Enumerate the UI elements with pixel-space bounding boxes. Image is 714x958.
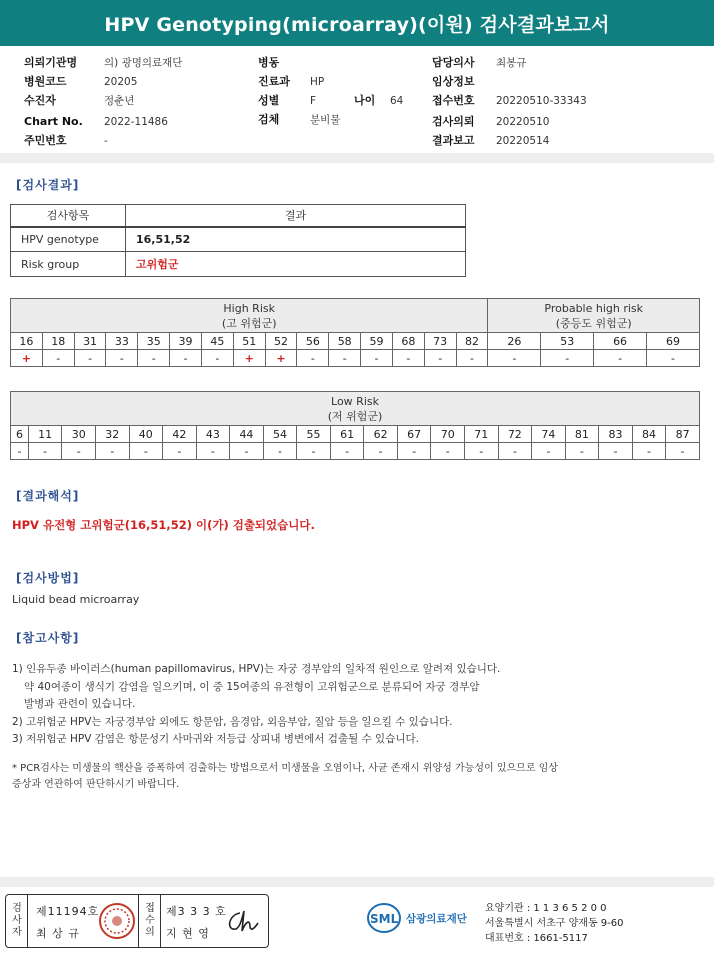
genotype-result-cell: - <box>74 350 106 367</box>
result-row <box>11 350 700 367</box>
genotype-cell: 71 <box>465 426 499 443</box>
info-value: 2022-11486 <box>104 116 168 128</box>
info-label: 나이 <box>354 94 376 107</box>
note-line: 약 40여종이 생식기 감염을 일으키며, 이 중 15여종의 유전형이 고위험군으로 분류되어 자궁 경부암 <box>24 680 480 693</box>
note-line: 3) 저위험군 HPV 감염은 항문성기 사마귀와 저등급 상피내 병변에서 검출될 수 있습니다. <box>12 733 419 745</box>
genotype-result-cell: - <box>424 350 456 367</box>
info-value: - <box>104 135 108 147</box>
genotype-result-cell: - <box>95 443 129 460</box>
genotype-cell: 52 <box>265 333 297 350</box>
genotype-result-cell: - <box>230 443 264 460</box>
info-label: 수진자 <box>24 94 56 107</box>
genotype-result-cell: - <box>632 443 666 460</box>
genotype-cell: 72 <box>498 426 532 443</box>
genotype-result-cell: - <box>565 443 599 460</box>
info-label: 임상정보 <box>432 75 475 88</box>
method-text: Liquid bead microarray <box>12 593 140 606</box>
genotype-result-cell: - <box>498 443 532 460</box>
genotype-cell: 84 <box>632 426 666 443</box>
genotype-cell: 44 <box>230 426 264 443</box>
genotype-cell: 70 <box>431 426 465 443</box>
genotype-cell: 32 <box>95 426 129 443</box>
info-value: 정춘년 <box>104 95 135 107</box>
info-label: 검사의뢰 <box>432 115 475 128</box>
genotype-cell: 40 <box>129 426 163 443</box>
examiner-license: 제11194호 <box>36 905 100 918</box>
high-risk-table <box>10 298 700 367</box>
receiver-name: 지 현 영 <box>166 927 210 940</box>
genotype-cell: 42 <box>163 426 197 443</box>
sml-logo <box>366 902 467 934</box>
genotype-cell: 35 <box>138 333 170 350</box>
genotype-result-cell: - <box>196 443 230 460</box>
genotype-cell: 62 <box>364 426 398 443</box>
sml-logo-icon <box>366 902 402 934</box>
genotype-result-cell: - <box>28 443 62 460</box>
genotype-cell: 43 <box>196 426 230 443</box>
section-heading-method: [검사방법] <box>16 571 80 585</box>
contact-line: 대표번호 : 1661-5117 <box>485 933 588 944</box>
risk-group-cell: 고위험군 <box>126 252 466 277</box>
divider <box>0 153 714 163</box>
seal-stamp-icon <box>98 901 136 941</box>
genotype-cell: 81 <box>565 426 599 443</box>
genotype-result-cell: - <box>330 443 364 460</box>
info-label: 주민번호 <box>24 134 67 147</box>
genotype-row <box>11 333 700 350</box>
contact-line: 서울특별시 서초구 양재동 9-60 <box>485 918 624 929</box>
info-label: 병동 <box>258 56 280 69</box>
item-cell: Risk group <box>11 252 126 277</box>
probable-risk-subtitle: (중등도 위험군) <box>555 316 632 330</box>
genotype-cell: 18 <box>42 333 74 350</box>
genotype-result-cell: - <box>263 443 297 460</box>
receiver-license: 제3 3 3 호 <box>166 905 227 918</box>
reference-notes <box>12 661 702 749</box>
note-line: 발병과 관련이 있습니다. <box>24 698 136 710</box>
genotype-cell: 73 <box>424 333 456 350</box>
low-risk-title: Low Risk <box>331 394 379 408</box>
info-label: 접수번호 <box>432 94 475 107</box>
genotype-cell: 61 <box>330 426 364 443</box>
genotype-cell: 87 <box>666 426 700 443</box>
genotype-cell: 6 <box>11 426 29 443</box>
info-value: 분비물 <box>310 114 341 126</box>
genotype-cell: 74 <box>532 426 566 443</box>
genotype-result-cell: + <box>233 350 265 367</box>
genotype-result-cell: - <box>329 350 361 367</box>
high-risk-header <box>11 299 488 333</box>
footnote-line: * PCR검사는 미생물의 핵산을 증폭하여 검출하는 방법으로서 미생물을 오염이나, 사균 존재시 위양성 가능성이 있으므로 임상 <box>12 763 558 774</box>
pcr-footnote <box>12 761 702 793</box>
table-row <box>11 227 466 252</box>
genotype-result-cell: - <box>532 443 566 460</box>
genotype-result-cell: - <box>431 443 465 460</box>
info-label: 검체 <box>258 113 280 126</box>
genotype-cell: 53 <box>541 333 594 350</box>
genotype-cell: 83 <box>599 426 633 443</box>
low-risk-header <box>11 392 700 426</box>
info-value: 20220514 <box>496 135 550 147</box>
info-value: 64 <box>390 95 404 107</box>
info-label: 진료과 <box>258 75 290 88</box>
table-header-row <box>11 205 466 227</box>
genotype-result-cell: - <box>201 350 233 367</box>
genotype-cell: 54 <box>263 426 297 443</box>
low-risk-subtitle: (저 위험군) <box>327 409 383 423</box>
examiner-name: 최 상 규 <box>36 927 80 940</box>
genotype-result-cell: - <box>170 350 202 367</box>
info-label: Chart No. <box>24 115 83 128</box>
genotype-cell: 26 <box>488 333 541 350</box>
section-heading-interpretation: [결과해석] <box>16 489 80 503</box>
examiner-label: 검사자 <box>12 903 22 938</box>
note-line: 2) 고위험군 HPV는 자궁경부암 외에도 항문암, 음경암, 외음부암, 질암 등을 일으킬 수 있습니다. <box>12 715 453 728</box>
genotype-cell: 39 <box>170 333 202 350</box>
probable-risk-header <box>488 299 700 333</box>
info-value: F <box>310 95 317 107</box>
genotype-result-cell: - <box>297 350 329 367</box>
genotype-result-cell: - <box>465 443 499 460</box>
info-label: 병원코드 <box>24 75 67 88</box>
probable-risk-title: Probable high risk <box>544 301 644 315</box>
genotype-result-cell: + <box>265 350 297 367</box>
genotype-cell: 55 <box>297 426 331 443</box>
report-title: HPV Genotyping(microarray)(이원) 검사결과보고서 <box>0 0 714 46</box>
genotype-result-cell: - <box>488 350 541 367</box>
genotype-cell: 30 <box>62 426 96 443</box>
note-line: 1) 인유두종 바이러스(human papillomavirus, HPV)는 자궁 경부암의 일차적 원인으로 알려져 있습니다. <box>12 663 501 675</box>
info-value: 20205 <box>104 76 138 88</box>
result-cell: 16,51,52 <box>126 227 466 252</box>
genotype-row <box>11 426 700 443</box>
genotype-result-cell: - <box>666 443 700 460</box>
genotype-cell: 66 <box>594 333 647 350</box>
svg-text:SML: SML <box>370 912 399 926</box>
org-name: 삼광의료재단 <box>406 912 467 925</box>
result-table <box>10 204 466 277</box>
info-value: 20220510-33343 <box>496 95 587 107</box>
section-heading-reference: [참고사항] <box>16 631 80 645</box>
genotype-result-cell: - <box>297 443 331 460</box>
info-value: HP <box>310 76 325 88</box>
handwritten-signature-icon <box>224 905 264 937</box>
genotype-result-cell: - <box>138 350 170 367</box>
genotype-result-cell: - <box>42 350 74 367</box>
contact-line: 요양기관 : 1 1 3 6 5 2 0 0 <box>485 903 607 914</box>
divider <box>0 877 714 887</box>
genotype-cell: 31 <box>74 333 106 350</box>
item-cell: HPV genotype <box>11 227 126 252</box>
genotype-result-cell: - <box>361 350 393 367</box>
genotype-cell: 51 <box>233 333 265 350</box>
info-label: 결과보고 <box>432 134 475 147</box>
genotype-result-cell: + <box>11 350 43 367</box>
signature-box <box>5 894 269 948</box>
genotype-result-cell: - <box>456 350 488 367</box>
column-header: 결과 <box>126 205 466 227</box>
genotype-result-cell: - <box>364 443 398 460</box>
footnote-line: 증상과 연관하여 판단하시기 바랍니다. <box>12 779 180 790</box>
genotype-result-cell: - <box>541 350 594 367</box>
genotype-cell: 33 <box>106 333 138 350</box>
patient-info <box>0 54 714 154</box>
section-heading-result: [검사결과] <box>16 178 80 192</box>
result-row <box>11 443 700 460</box>
table-row <box>11 252 466 277</box>
genotype-cell: 16 <box>11 333 43 350</box>
genotype-cell: 11 <box>28 426 62 443</box>
genotype-result-cell: - <box>11 443 29 460</box>
genotype-result-cell: - <box>163 443 197 460</box>
genotype-cell: 45 <box>201 333 233 350</box>
genotype-cell: 68 <box>392 333 424 350</box>
info-label: 담당의사 <box>432 56 475 69</box>
genotype-cell: 82 <box>456 333 488 350</box>
info-label: 성별 <box>258 94 280 107</box>
genotype-result-cell: - <box>106 350 138 367</box>
genotype-result-cell: - <box>599 443 633 460</box>
receiver-label: 접수의 <box>145 903 155 938</box>
genotype-result-cell: - <box>397 443 431 460</box>
info-label: 의뢰기관명 <box>24 56 78 69</box>
genotype-cell: 67 <box>397 426 431 443</box>
genotype-result-cell: - <box>62 443 96 460</box>
org-contact <box>485 901 624 946</box>
low-risk-table <box>10 391 700 460</box>
high-risk-subtitle: (고 위험군) <box>221 316 277 330</box>
info-value: 최봉규 <box>496 57 527 69</box>
genotype-cell: 58 <box>329 333 361 350</box>
info-value: 의) 광명의료재단 <box>104 57 183 69</box>
interpretation-text: HPV 유전형 고위험군(16,51,52) 이(가) 검출되었습니다. <box>12 518 315 532</box>
info-value: 20220510 <box>496 116 550 128</box>
genotype-cell: 59 <box>361 333 393 350</box>
genotype-cell: 69 <box>647 333 700 350</box>
genotype-result-cell: - <box>647 350 700 367</box>
genotype-result-cell: - <box>392 350 424 367</box>
column-header: 검사항목 <box>11 205 126 227</box>
genotype-result-cell: - <box>129 443 163 460</box>
genotype-cell: 56 <box>297 333 329 350</box>
high-risk-title: High Risk <box>223 301 275 315</box>
genotype-result-cell: - <box>594 350 647 367</box>
